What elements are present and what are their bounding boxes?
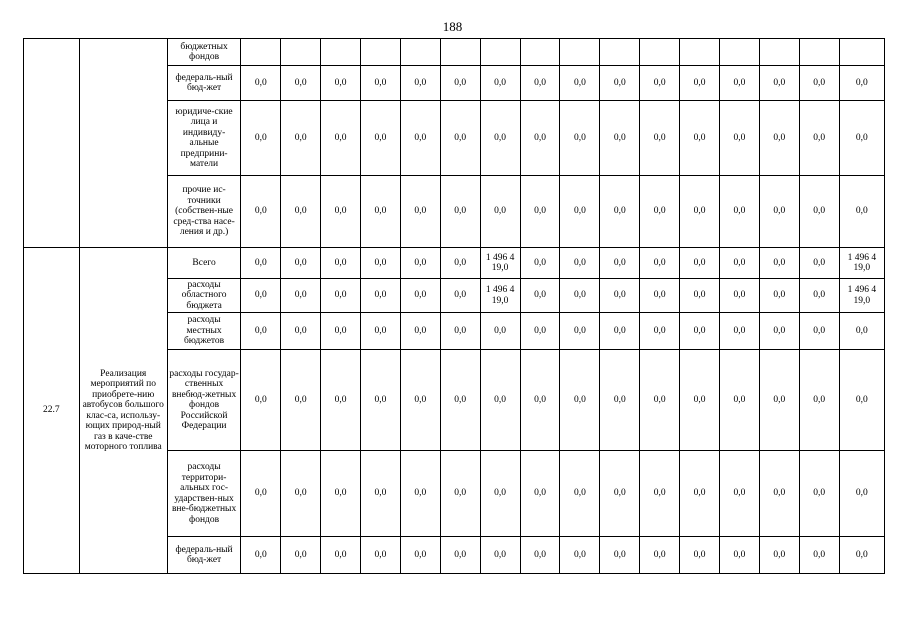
value-cell: 0,0 xyxy=(680,248,720,279)
value-cell: 0,0 xyxy=(440,350,480,451)
value-cell: 0,0 xyxy=(759,537,799,574)
value-cell: 0,0 xyxy=(361,66,401,101)
value-cell: 0,0 xyxy=(281,313,321,350)
value-cell: 0,0 xyxy=(281,350,321,451)
value-cell: 0,0 xyxy=(361,101,401,176)
value-cell: 0,0 xyxy=(321,537,361,574)
value-cell: 0,0 xyxy=(440,537,480,574)
value-cell: 0,0 xyxy=(400,451,440,537)
value-cell: 0,0 xyxy=(440,451,480,537)
value-cell xyxy=(839,39,884,66)
value-cell: 0,0 xyxy=(600,451,640,537)
value-cell: 0,0 xyxy=(560,66,600,101)
value-cell: 0,0 xyxy=(480,537,520,574)
funding-source: расходы государ-ственных внебюд-жетных фондов Российской Федерации xyxy=(167,350,241,451)
value-cell: 0,0 xyxy=(480,313,520,350)
funding-source: прочие ис-точники (собствен-ные сред-ства насе-ления и др.) xyxy=(167,176,241,248)
value-cell: 0,0 xyxy=(281,176,321,248)
value-cell: 0,0 xyxy=(560,101,600,176)
value-cell: 0,0 xyxy=(520,66,560,101)
value-cell: 0,0 xyxy=(400,537,440,574)
value-cell: 0,0 xyxy=(600,101,640,176)
value-cell: 0,0 xyxy=(400,350,440,451)
value-cell: 0,0 xyxy=(361,313,401,350)
value-cell: 0,0 xyxy=(560,176,600,248)
table-row xyxy=(24,39,885,66)
value-cell: 0,0 xyxy=(560,248,600,279)
value-cell: 0,0 xyxy=(400,248,440,279)
value-cell: 0,0 xyxy=(640,176,680,248)
value-cell: 0,0 xyxy=(321,279,361,313)
value-cell: 0,0 xyxy=(480,350,520,451)
value-cell: 0,0 xyxy=(680,279,720,313)
value-cell: 0,0 xyxy=(361,451,401,537)
funding-source: бюджетных фондов xyxy=(167,39,241,66)
value-cell: 0,0 xyxy=(440,101,480,176)
measure-code: 22.7 xyxy=(24,248,80,574)
value-cell: 0,0 xyxy=(799,313,839,350)
value-cell: 0,0 xyxy=(839,451,884,537)
value-cell: 0,0 xyxy=(600,66,640,101)
value-cell: 0,0 xyxy=(799,176,839,248)
value-cell: 0,0 xyxy=(440,313,480,350)
value-cell: 0,0 xyxy=(520,313,560,350)
value-cell: 0,0 xyxy=(839,176,884,248)
value-cell xyxy=(281,39,321,66)
value-cell: 0,0 xyxy=(680,350,720,451)
value-cell: 0,0 xyxy=(321,101,361,176)
value-cell: 0,0 xyxy=(640,350,680,451)
funding-source: расходы областного бюджета xyxy=(167,279,241,313)
value-cell: 0,0 xyxy=(520,176,560,248)
value-cell: 0,0 xyxy=(560,313,600,350)
value-cell: 0,0 xyxy=(400,279,440,313)
value-cell: 0,0 xyxy=(361,350,401,451)
value-cell: 0,0 xyxy=(680,537,720,574)
value-cell: 0,0 xyxy=(560,279,600,313)
value-cell: 0,0 xyxy=(799,101,839,176)
measure-name: Реализация мероприятий по приобрете-нию автобусов большого клас-са, использу-ющих природ-ный газ в каче-стве моторного топлива xyxy=(79,248,167,574)
value-cell: 0,0 xyxy=(480,101,520,176)
value-cell: 0,0 xyxy=(400,101,440,176)
value-cell: 0,0 xyxy=(799,279,839,313)
measure-code xyxy=(24,39,80,248)
value-cell: 0,0 xyxy=(281,66,321,101)
funding-source: федераль-ный бюд-жет xyxy=(167,66,241,101)
value-cell: 0,0 xyxy=(759,66,799,101)
value-cell: 0,0 xyxy=(241,248,281,279)
funding-source: Всего xyxy=(167,248,241,279)
value-cell: 0,0 xyxy=(520,279,560,313)
value-cell: 0,0 xyxy=(241,451,281,537)
funding-source: федераль-ный бюд-жет xyxy=(167,537,241,574)
value-cell: 0,0 xyxy=(321,451,361,537)
value-cell: 0,0 xyxy=(400,176,440,248)
value-cell: 0,0 xyxy=(520,101,560,176)
value-cell: 0,0 xyxy=(321,66,361,101)
value-cell xyxy=(799,39,839,66)
value-cell: 0,0 xyxy=(839,350,884,451)
value-cell xyxy=(400,39,440,66)
value-cell: 0,0 xyxy=(759,313,799,350)
value-cell: 0,0 xyxy=(680,101,720,176)
value-cell: 0,0 xyxy=(839,101,884,176)
table-body xyxy=(24,39,885,574)
budget-table xyxy=(23,38,885,574)
value-cell: 0,0 xyxy=(600,350,640,451)
value-cell: 0,0 xyxy=(799,451,839,537)
value-cell: 0,0 xyxy=(241,537,281,574)
value-cell: 0,0 xyxy=(560,537,600,574)
value-cell: 0,0 xyxy=(640,66,680,101)
value-cell: 0,0 xyxy=(241,350,281,451)
value-cell: 0,0 xyxy=(361,279,401,313)
table-row xyxy=(24,248,885,279)
value-cell: 0,0 xyxy=(520,350,560,451)
value-cell: 0,0 xyxy=(680,176,720,248)
value-cell: 1 496 4 19,0 xyxy=(480,248,520,279)
value-cell: 0,0 xyxy=(400,313,440,350)
value-cell: 0,0 xyxy=(759,451,799,537)
value-cell: 0,0 xyxy=(440,66,480,101)
value-cell: 0,0 xyxy=(600,279,640,313)
value-cell: 0,0 xyxy=(241,176,281,248)
value-cell xyxy=(520,39,560,66)
measure-name xyxy=(79,39,167,248)
value-cell: 0,0 xyxy=(799,66,839,101)
value-cell: 0,0 xyxy=(799,537,839,574)
value-cell: 0,0 xyxy=(520,537,560,574)
value-cell: 0,0 xyxy=(799,248,839,279)
value-cell: 0,0 xyxy=(640,279,680,313)
value-cell xyxy=(560,39,600,66)
value-cell: 0,0 xyxy=(720,248,760,279)
value-cell: 0,0 xyxy=(759,101,799,176)
value-cell: 0,0 xyxy=(720,313,760,350)
value-cell: 0,0 xyxy=(560,451,600,537)
value-cell: 1 496 4 19,0 xyxy=(839,248,884,279)
value-cell: 0,0 xyxy=(440,279,480,313)
funding-source: юридиче-ские лица и индивиду-альные предприни-матели xyxy=(167,101,241,176)
value-cell xyxy=(440,39,480,66)
value-cell: 0,0 xyxy=(361,248,401,279)
value-cell: 0,0 xyxy=(600,537,640,574)
value-cell: 0,0 xyxy=(520,248,560,279)
value-cell: 0,0 xyxy=(759,176,799,248)
value-cell xyxy=(361,39,401,66)
value-cell: 0,0 xyxy=(321,313,361,350)
value-cell: 0,0 xyxy=(720,279,760,313)
value-cell: 0,0 xyxy=(520,451,560,537)
value-cell: 0,0 xyxy=(241,279,281,313)
value-cell: 0,0 xyxy=(839,313,884,350)
value-cell: 0,0 xyxy=(281,248,321,279)
value-cell xyxy=(600,39,640,66)
value-cell: 0,0 xyxy=(480,176,520,248)
value-cell xyxy=(241,39,281,66)
value-cell xyxy=(640,39,680,66)
value-cell: 0,0 xyxy=(281,451,321,537)
value-cell: 0,0 xyxy=(480,66,520,101)
value-cell: 0,0 xyxy=(600,313,640,350)
value-cell: 0,0 xyxy=(720,350,760,451)
value-cell: 0,0 xyxy=(720,537,760,574)
value-cell: 0,0 xyxy=(281,101,321,176)
value-cell: 0,0 xyxy=(640,313,680,350)
value-cell: 0,0 xyxy=(480,451,520,537)
value-cell: 0,0 xyxy=(361,537,401,574)
value-cell: 0,0 xyxy=(281,279,321,313)
page-number: 188 xyxy=(442,19,463,34)
value-cell: 0,0 xyxy=(720,451,760,537)
value-cell: 0,0 xyxy=(839,66,884,101)
value-cell: 0,0 xyxy=(241,66,281,101)
value-cell: 0,0 xyxy=(321,248,361,279)
value-cell xyxy=(680,39,720,66)
value-cell: 0,0 xyxy=(281,537,321,574)
funding-source: расходы местных бюджетов xyxy=(167,313,241,350)
value-cell: 0,0 xyxy=(321,350,361,451)
value-cell: 0,0 xyxy=(799,350,839,451)
value-cell: 0,0 xyxy=(640,248,680,279)
funding-source: расходы территори-альных гос-ударствен-ных вне-бюджетных фондов xyxy=(167,451,241,537)
value-cell xyxy=(480,39,520,66)
value-cell: 0,0 xyxy=(321,176,361,248)
value-cell: 1 496 4 19,0 xyxy=(480,279,520,313)
value-cell: 0,0 xyxy=(600,248,640,279)
value-cell: 0,0 xyxy=(560,350,600,451)
value-cell: 0,0 xyxy=(640,101,680,176)
value-cell xyxy=(720,39,760,66)
value-cell: 1 496 4 19,0 xyxy=(839,279,884,313)
value-cell: 0,0 xyxy=(759,279,799,313)
value-cell: 0,0 xyxy=(241,313,281,350)
value-cell: 0,0 xyxy=(600,176,640,248)
value-cell: 0,0 xyxy=(640,451,680,537)
value-cell: 0,0 xyxy=(680,66,720,101)
value-cell: 0,0 xyxy=(759,248,799,279)
value-cell xyxy=(321,39,361,66)
value-cell: 0,0 xyxy=(759,350,799,451)
value-cell: 0,0 xyxy=(839,537,884,574)
value-cell: 0,0 xyxy=(361,176,401,248)
value-cell: 0,0 xyxy=(720,66,760,101)
value-cell: 0,0 xyxy=(241,101,281,176)
value-cell: 0,0 xyxy=(680,313,720,350)
value-cell: 0,0 xyxy=(720,101,760,176)
value-cell: 0,0 xyxy=(440,248,480,279)
value-cell: 0,0 xyxy=(680,451,720,537)
value-cell: 0,0 xyxy=(400,66,440,101)
value-cell: 0,0 xyxy=(640,537,680,574)
value-cell: 0,0 xyxy=(720,176,760,248)
value-cell: 0,0 xyxy=(440,176,480,248)
value-cell xyxy=(759,39,799,66)
